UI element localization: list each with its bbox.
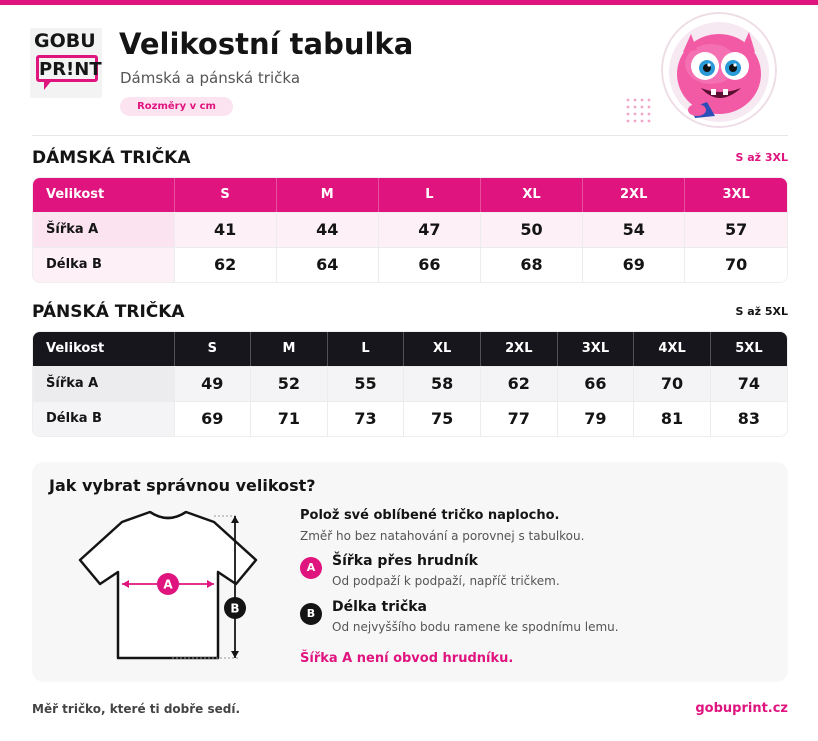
women-size-table <box>32 177 788 283</box>
table-cell: 70 <box>634 366 711 401</box>
table-cell: 41 <box>174 212 276 247</box>
table-cell: 54 <box>583 212 685 247</box>
decorative-dots-icon <box>625 97 653 125</box>
table-cell: 64 <box>276 247 378 282</box>
table-cell: 83 <box>710 401 787 436</box>
pink-monster-mascot-icon <box>661 12 777 128</box>
table-cell: 66 <box>378 247 480 282</box>
table-row <box>33 366 787 401</box>
table-cell: 81 <box>634 401 711 436</box>
men-size-range: S až 5XL <box>735 305 788 318</box>
table-cell: 58 <box>404 366 481 401</box>
men-section-title: PÁNSKÁ TRIČKA <box>32 302 185 322</box>
men-size-table <box>32 331 788 437</box>
column-header: M <box>276 178 378 212</box>
badge-a: A <box>300 557 322 579</box>
column-header: S <box>174 178 276 212</box>
row-label: Šířka A <box>33 212 174 247</box>
women-section-title: DÁMSKÁ TRIČKA <box>32 148 191 168</box>
page-title: Velikostní tabulka <box>119 27 414 61</box>
table-cell: 71 <box>251 401 328 436</box>
item-a-title: Šířka přes hrudník <box>332 553 478 569</box>
table-cell: 68 <box>480 247 582 282</box>
gobuprint-logo[interactable] <box>30 28 102 98</box>
t-shirt-measurement-icon <box>72 508 262 668</box>
column-header: Velikost <box>33 332 174 366</box>
row-label: Délka B <box>33 401 174 436</box>
guide-intro: Změř ho bez natahování a porovnej s tabulkou. <box>300 529 585 543</box>
diagram-label-b: B <box>230 601 240 616</box>
table-row <box>33 247 787 282</box>
badge-b: B <box>300 603 322 625</box>
column-header: M <box>251 332 328 366</box>
logo-text-top: GOBU <box>34 30 96 52</box>
table-cell: 77 <box>481 401 558 436</box>
column-header: 4XL <box>634 332 711 366</box>
table-cell: 69 <box>583 247 685 282</box>
footer-tip: Měř tričko, které ti dobře sedí. <box>32 702 241 716</box>
table-cell: 52 <box>251 366 328 401</box>
column-header: XL <box>480 178 582 212</box>
column-header: XL <box>404 332 481 366</box>
header-divider <box>32 135 788 136</box>
table-cell: 62 <box>174 247 276 282</box>
table-header-row <box>33 332 787 366</box>
logo-speech-bubble <box>36 55 102 82</box>
table-cell: 44 <box>276 212 378 247</box>
measurement-guide-card <box>32 462 788 682</box>
column-header: L <box>378 178 480 212</box>
item-a-desc: Od podpaží k podpaží, napříč tričkem. <box>332 574 560 588</box>
table-cell: 49 <box>174 366 251 401</box>
table-cell: 79 <box>557 401 634 436</box>
footer-website-link[interactable]: gobuprint.cz <box>695 701 788 716</box>
table-row <box>33 401 787 436</box>
table-cell: 55 <box>327 366 404 401</box>
table-cell: 66 <box>557 366 634 401</box>
table-row <box>33 212 787 247</box>
units-badge: Rozměry v cm <box>120 97 233 116</box>
table-cell: 74 <box>710 366 787 401</box>
item-b-title: Délka trička <box>332 599 427 615</box>
row-label: Šířka A <box>33 366 174 401</box>
item-b-desc: Od nejvyššího bodu ramene ke spodnímu lemu. <box>332 620 619 634</box>
column-header: 2XL <box>583 178 685 212</box>
table-cell: 50 <box>480 212 582 247</box>
column-header: 2XL <box>481 332 558 366</box>
women-size-range: S až 3XL <box>735 151 788 164</box>
table-cell: 57 <box>685 212 787 247</box>
column-header: S <box>174 332 251 366</box>
table-cell: 47 <box>378 212 480 247</box>
table-cell: 70 <box>685 247 787 282</box>
guide-intro-bold: Polož své oblíbené tričko naplocho. <box>300 508 560 523</box>
guide-title: Jak vybrat správnou velikost? <box>49 476 316 495</box>
page-subtitle: Dámská a pánská trička <box>120 69 301 87</box>
logo-bubble-tail <box>44 80 52 90</box>
diagram-label-a: A <box>163 577 173 592</box>
column-header: Velikost <box>33 178 174 212</box>
column-header: 3XL <box>557 332 634 366</box>
table-cell: 62 <box>481 366 558 401</box>
table-cell: 69 <box>174 401 251 436</box>
column-header: 3XL <box>685 178 787 212</box>
column-header: 5XL <box>710 332 787 366</box>
top-accent-bar <box>0 0 818 5</box>
table-header-row <box>33 178 787 212</box>
table-cell: 75 <box>404 401 481 436</box>
column-header: L <box>327 332 404 366</box>
logo-text-bottom: PR!NT <box>39 59 102 80</box>
table-cell: 73 <box>327 401 404 436</box>
guide-note: Šířka A není obvod hrudníku. <box>300 651 514 666</box>
row-label: Délka B <box>33 247 174 282</box>
